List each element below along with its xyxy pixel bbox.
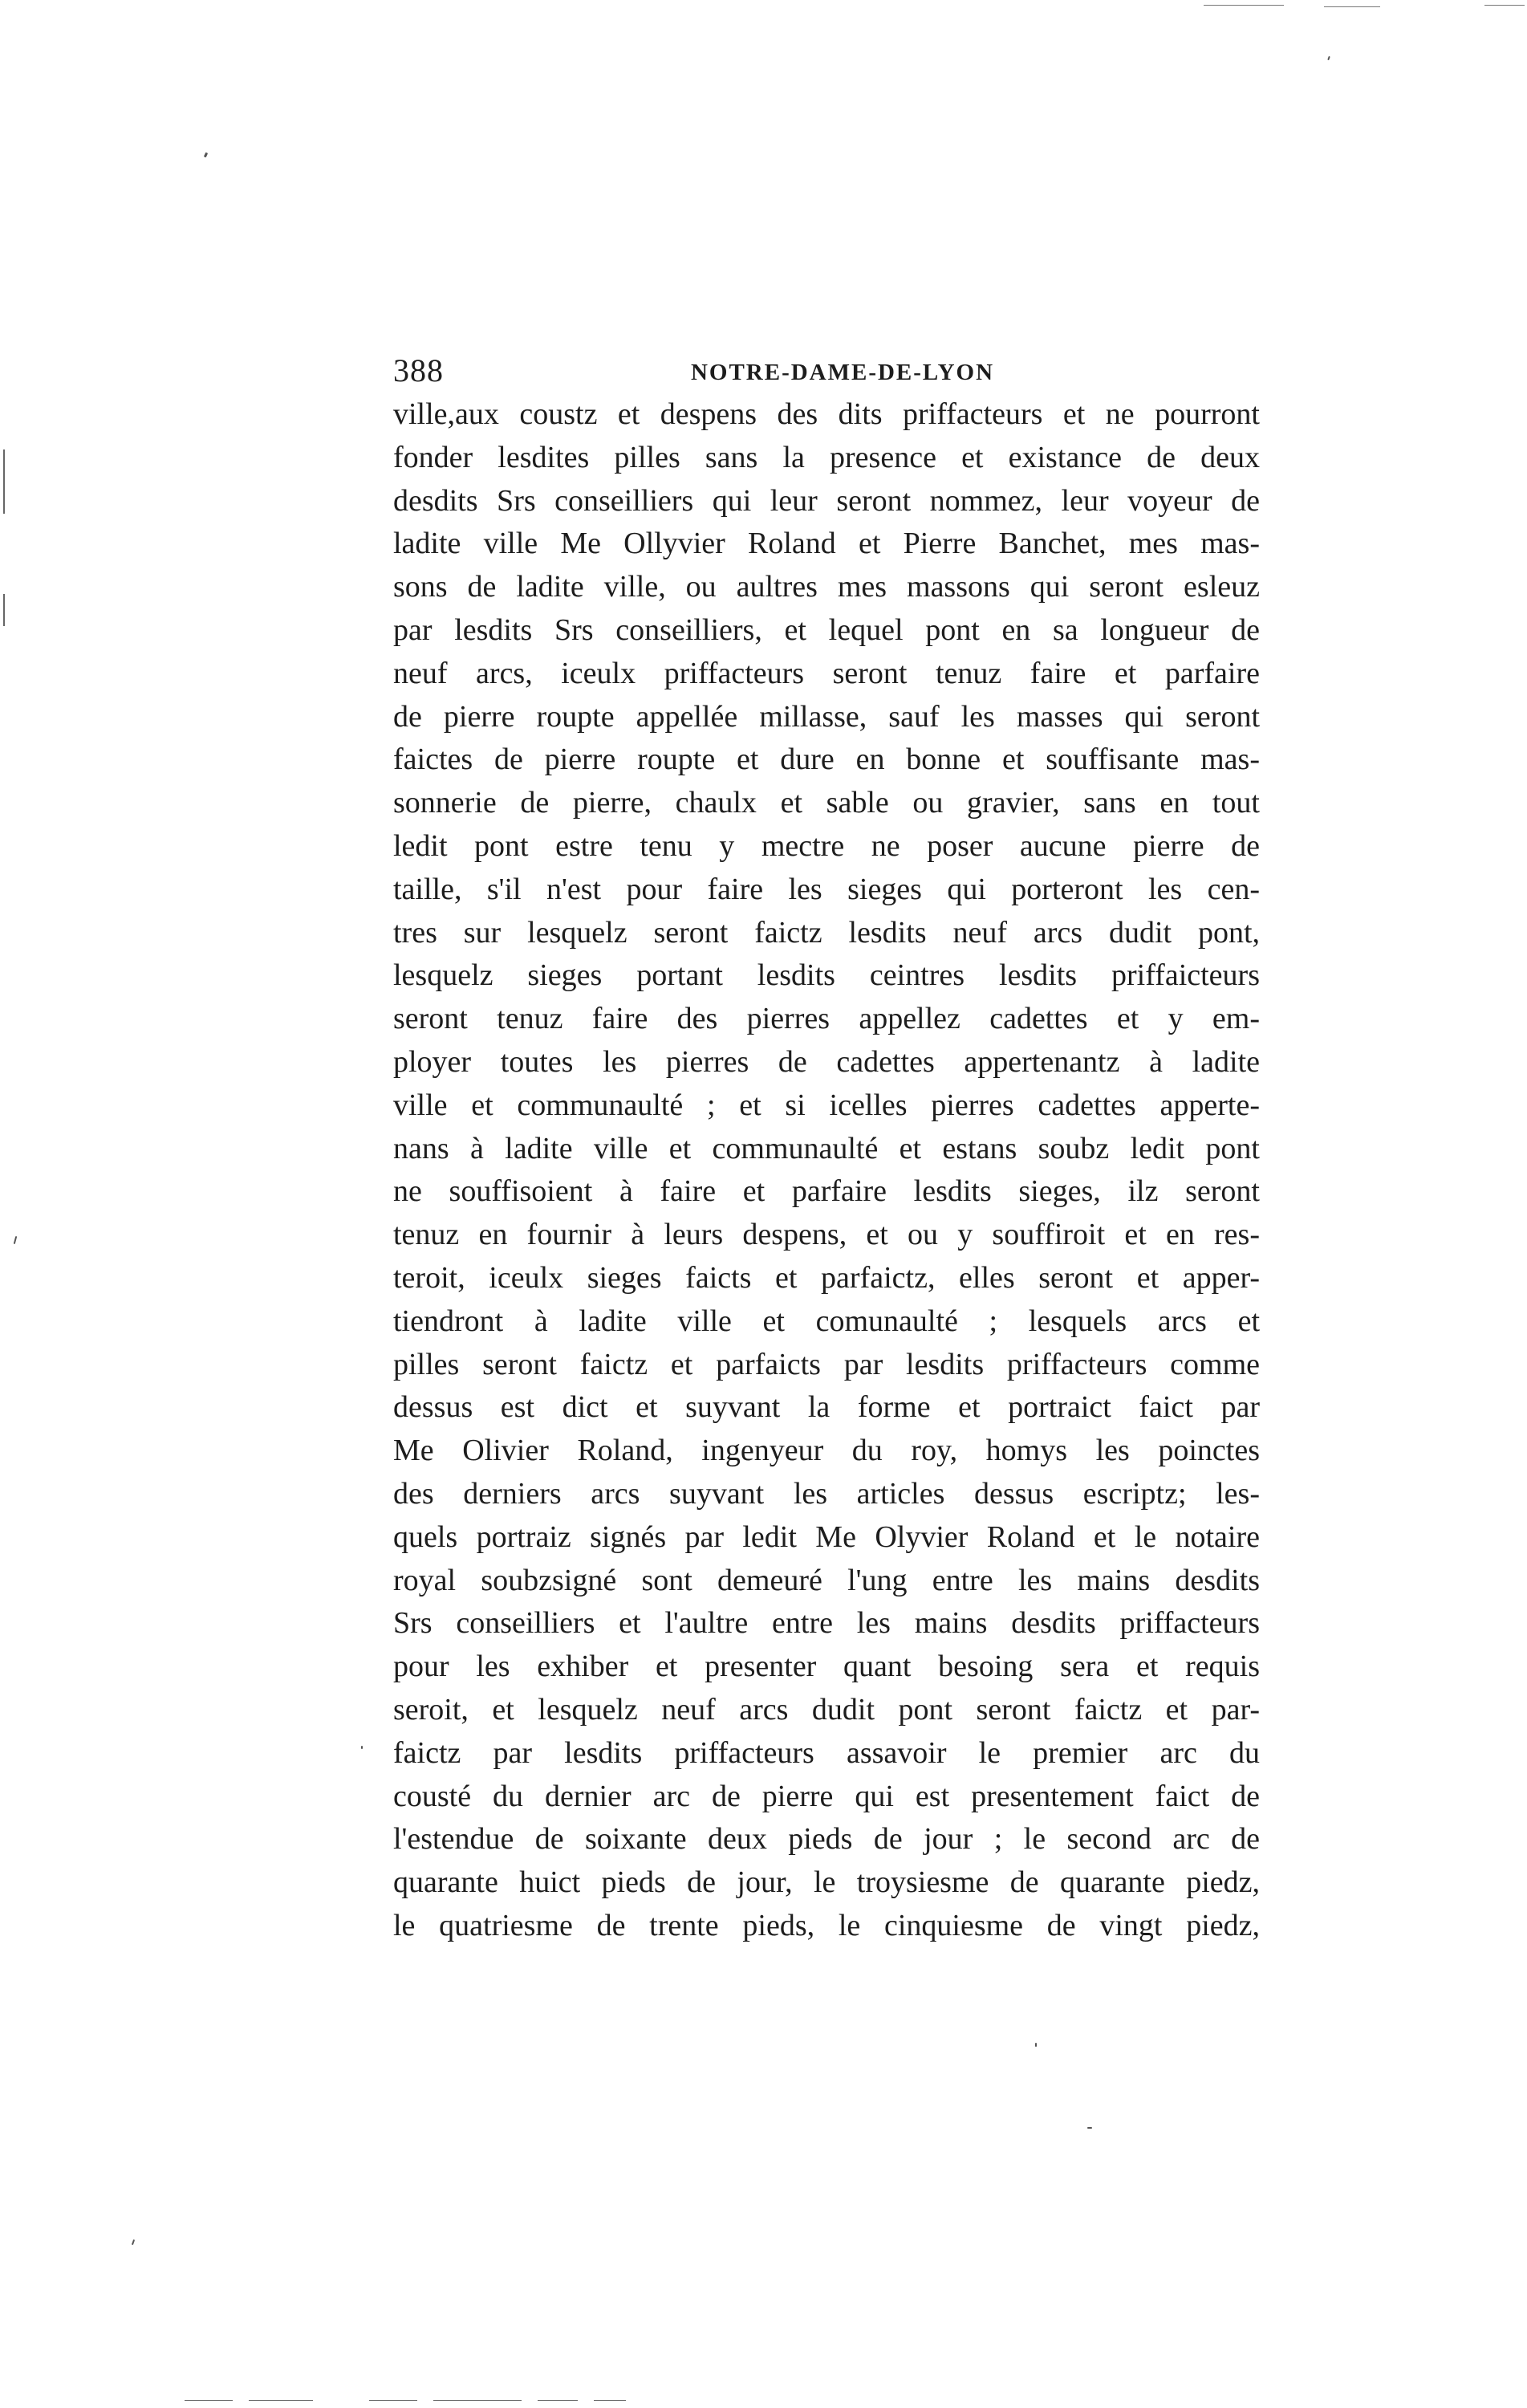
- text-line: teroit, iceulx sieges faicts et parfaictz, elles seront et apper-: [393, 1260, 1260, 1295]
- text-line: nans à ladite ville et communaulté et estans soubz ledit pont: [393, 1131, 1260, 1165]
- text-line: tiendront à ladite ville et comunaulté ; lesquels arcs et: [393, 1304, 1260, 1338]
- top-edge-rule: [1204, 5, 1284, 6]
- text-line: ledit pont estre tenu y mectre ne poser aucune pierre de: [393, 828, 1260, 863]
- text-line: ville,aux coustz et despens des dits priffacteurs et ne pourront: [393, 397, 1260, 431]
- speck: [14, 1236, 18, 1244]
- text-line: dessus est dict et suyvant la forme et portraict faict par: [393, 1390, 1260, 1425]
- bottom-edge-rule-4: [433, 2400, 522, 2401]
- text-line: desdits Srs conseilliers qui leur seront nommez, leur voyeur de: [393, 483, 1260, 518]
- text-line: sonnerie de pierre, chaulx et sable ou gravier, sans en tout: [393, 786, 1260, 820]
- text-line: quels portraiz signés par ledit Me Olyvier Roland et le notaire: [393, 1519, 1260, 1554]
- top-edge-rule-3: [1484, 5, 1525, 6]
- text-line: cousté du dernier arc de pierre qui est presentement faict de: [393, 1779, 1260, 1813]
- text-line: de pierre roupte appellée millasse, sauf les masses qui seront: [393, 699, 1260, 734]
- page-header: [393, 347, 1260, 395]
- text-line: tenuz en fournir à leurs despens, et ou y souffiroit et en res-: [393, 1218, 1260, 1252]
- text-line: des derniers arcs suyvant les articles dessus escriptz; les-: [393, 1476, 1260, 1511]
- bottom-edge-rule-3: [369, 2400, 417, 2401]
- running-title: NOTRE-DAME-DE-LYON: [690, 360, 995, 385]
- speck: [132, 2239, 135, 2245]
- speck: [361, 1746, 363, 1749]
- top-edge-rule-2: [1324, 6, 1380, 7]
- text-line: ne souffisoient à faire et parfaire lesdits sieges, ilz seront: [393, 1174, 1260, 1209]
- text-line: taille, s'il n'est pour faire les sieges qui porteront les cen-: [393, 872, 1260, 906]
- speck: [1087, 2127, 1092, 2129]
- text-line: l'estendue de soixante deux pieds de jour ; le second arc de: [393, 1822, 1260, 1857]
- speck: [204, 153, 208, 158]
- text-line: quarante huict pieds de jour, le troysiesme de quarante piedz,: [393, 1865, 1260, 1900]
- text-line: le quatriesme de trente pieds, le cinquiesme de vingt piedz,: [393, 1908, 1260, 1942]
- text-line: pilles seront faictz et parfaicts par lesdits priffacteurs comme: [393, 1347, 1260, 1381]
- text-line: faictes de pierre roupte et dure en bonne et souffisante mas-: [393, 742, 1260, 777]
- text-line: ployer toutes les pierres de cadettes appertenantz à ladite: [393, 1044, 1260, 1079]
- speck: [1327, 56, 1330, 60]
- bottom-edge-rule-2: [249, 2400, 313, 2401]
- bottom-edge-rule: [185, 2400, 233, 2401]
- text-line: ladite ville Me Ollyvier Roland et Pierre Banchet, mes mas-: [393, 527, 1260, 561]
- body-text: [393, 393, 1260, 1948]
- text-line: royal soubzsigné sont demeuré l'ung entre les mains desdits: [393, 1563, 1260, 1597]
- text-line: sons de ladite ville, ou aultres mes massons qui seront esleuz: [393, 570, 1260, 604]
- text-line: neuf arcs, iceulx priffacteurs seront tenuz faire et parfaire: [393, 656, 1260, 690]
- text-line: Me Olivier Roland, ingenyeur du roy, homys les poinctes: [393, 1434, 1260, 1468]
- text-line: fonder lesdites pilles sans la presence et existance de deux: [393, 440, 1260, 474]
- text-line: seroit, et lesquelz neuf arcs dudit pont seront faictz et par-: [393, 1692, 1260, 1727]
- text-line: lesquelz sieges portant lesdits ceintres lesdits priffaicteurs: [393, 958, 1260, 993]
- bottom-edge-rule-6: [594, 2400, 626, 2401]
- left-margin-mark-2: [3, 594, 5, 626]
- speck: [1035, 2043, 1037, 2047]
- text-line: ville et communaulté ; et si icelles pierres cadettes apperte-: [393, 1088, 1260, 1122]
- bottom-edge-rule-5: [538, 2400, 578, 2401]
- text-line: tres sur lesquelz seront faictz lesdits neuf arcs dudit pont,: [393, 915, 1260, 950]
- text-line: seront tenuz faire des pierres appellez cadettes et y em-: [393, 1002, 1260, 1036]
- text-line: Srs conseilliers et l'aultre entre les mains desdits priffacteurs: [393, 1606, 1260, 1641]
- text-line: pour les exhiber et presenter quant besoing sera et requis: [393, 1649, 1260, 1684]
- left-margin-mark: [3, 449, 5, 514]
- text-line: faictz par lesdits priffacteurs assavoir le premier arc du: [393, 1735, 1260, 1770]
- page-number: 388: [393, 352, 444, 388]
- text-line: par lesdits Srs conseilliers, et lequel pont en sa longueur de: [393, 612, 1260, 647]
